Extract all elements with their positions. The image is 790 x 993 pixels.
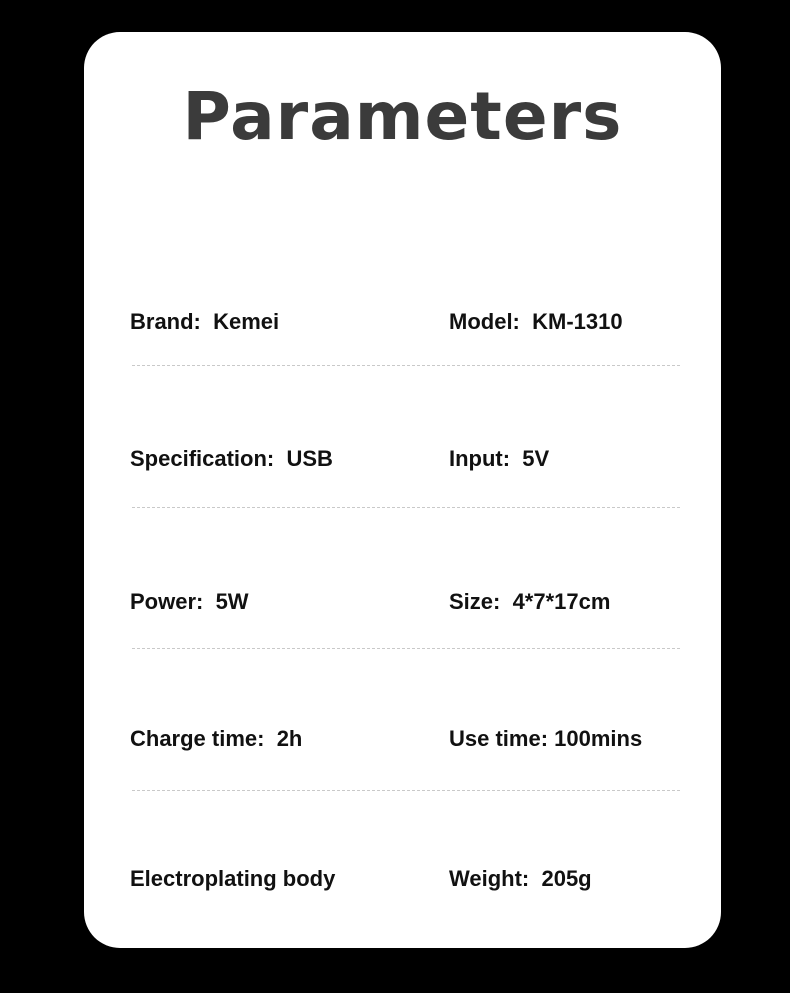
param-row xyxy=(130,444,680,474)
param-row xyxy=(130,724,680,754)
param-weight: Weight: 205g xyxy=(449,866,592,891)
param-row xyxy=(130,587,680,617)
param-input: Input: 5V xyxy=(449,446,550,471)
param-row xyxy=(130,307,680,337)
param-specification: Specification: USB xyxy=(130,446,333,471)
param-charge-time: Charge time: 2h xyxy=(130,726,303,751)
row-divider xyxy=(132,507,680,508)
param-brand: Brand: Kemei xyxy=(130,309,280,334)
parameters-card xyxy=(84,32,721,948)
param-row xyxy=(130,864,680,894)
row-divider xyxy=(132,648,680,649)
row-divider xyxy=(132,790,680,791)
row-divider xyxy=(132,365,680,366)
param-size: Size: 4*7*17cm xyxy=(449,589,611,614)
param-model: Model: KM-1310 xyxy=(449,309,623,334)
param-power: Power: 5W xyxy=(130,589,249,614)
page-title: Parameters xyxy=(182,78,623,155)
param-use-time: Use time: 100mins xyxy=(449,726,643,751)
param-body: Electroplating body xyxy=(130,866,336,891)
